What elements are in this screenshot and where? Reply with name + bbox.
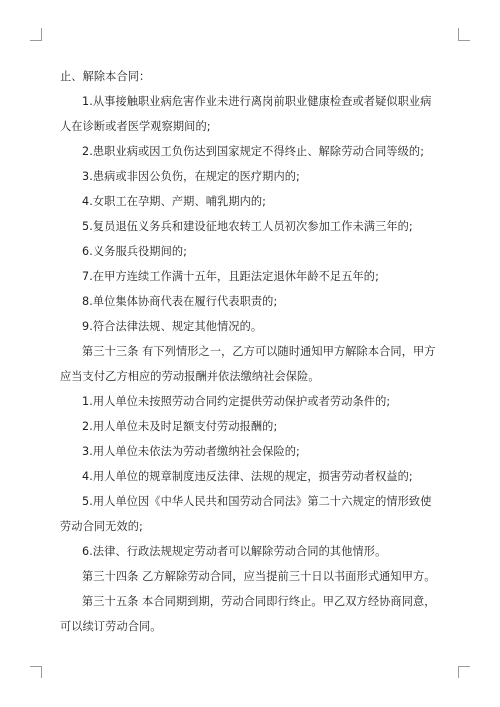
paragraph: 7.在甲方连续工作满十五年，且距法定退休年龄不足五年的; <box>82 270 379 283</box>
article-34-paragraph: 第三十四条 乙方解除劳动合同，应当提前三十日以书面形式通知甲方。 <box>82 570 436 583</box>
paragraph: 5.用人单位因《中华人民共和国劳动合同法》第二十六规定的情形致使劳动合同无效的; <box>60 495 432 533</box>
paragraph: 8.单位集体协商代表在履行代表职责的; <box>82 295 278 308</box>
paragraph: 3.用人单位未依法为劳动者缴纳社会保险的; <box>82 445 300 458</box>
article-33-paragraph: 第三十三条 有下列情形之一，乙方可以随时通知甲方解除本合同，甲方应当支付乙方相应的劳动报酬并依法缴纳社会保险。 <box>60 345 436 383</box>
crop-mark-top-right-h <box>458 40 470 41</box>
crop-mark-top-right-v <box>458 28 459 40</box>
document-body <box>60 64 440 639</box>
paragraph: 3.患病或非因公负伤，在规定的医疗期内的; <box>82 170 300 183</box>
paragraph: 1.用人单位未按照劳动合同约定提供劳动保护或者劳动条件的; <box>82 395 391 408</box>
crop-mark-bottom-left-v <box>41 666 42 678</box>
paragraph: 止、解除本合同： <box>60 70 151 83</box>
paragraph: 1.从事接触职业病危害作业未进行离岗前职业健康检查或者疑似职业病人在诊断或者医学观察期间的; <box>60 95 432 133</box>
paragraph: 6.法律、行政法规规定劳动者可以解除劳动合同的其他情形。 <box>82 545 387 558</box>
paragraph: 6.义务服兵役期间的; <box>82 245 188 258</box>
paragraph: 4.用人单位的规章制度违反法律、法规的规定，损害劳动者权益的; <box>82 470 413 483</box>
paragraph: 4.女职工在孕期、产期、哺乳期内的; <box>82 195 267 208</box>
paragraph: 2.用人单位未及时足额支付劳动报酬的; <box>82 420 278 433</box>
crop-mark-bottom-right-v <box>458 666 459 678</box>
crop-mark-top-left-v <box>41 28 42 40</box>
crop-mark-top-left-h <box>30 40 42 41</box>
crop-mark-bottom-right-h <box>458 666 470 667</box>
paragraph: 2.患职业病或因工负伤达到国家规定不得终止、解除劳动合同等级的; <box>82 145 425 158</box>
article-35-paragraph: 第三十五条 本合同期到期，劳动合同即行终止。甲乙双方经协商同意，可以续订劳动合同。 <box>60 595 436 633</box>
paragraph: 5.复员退伍义务兵和建设征地农转工人员初次参加工作未满三年的; <box>82 220 413 233</box>
paragraph: 9.符合法律法规、规定其他情况的。 <box>82 320 263 333</box>
